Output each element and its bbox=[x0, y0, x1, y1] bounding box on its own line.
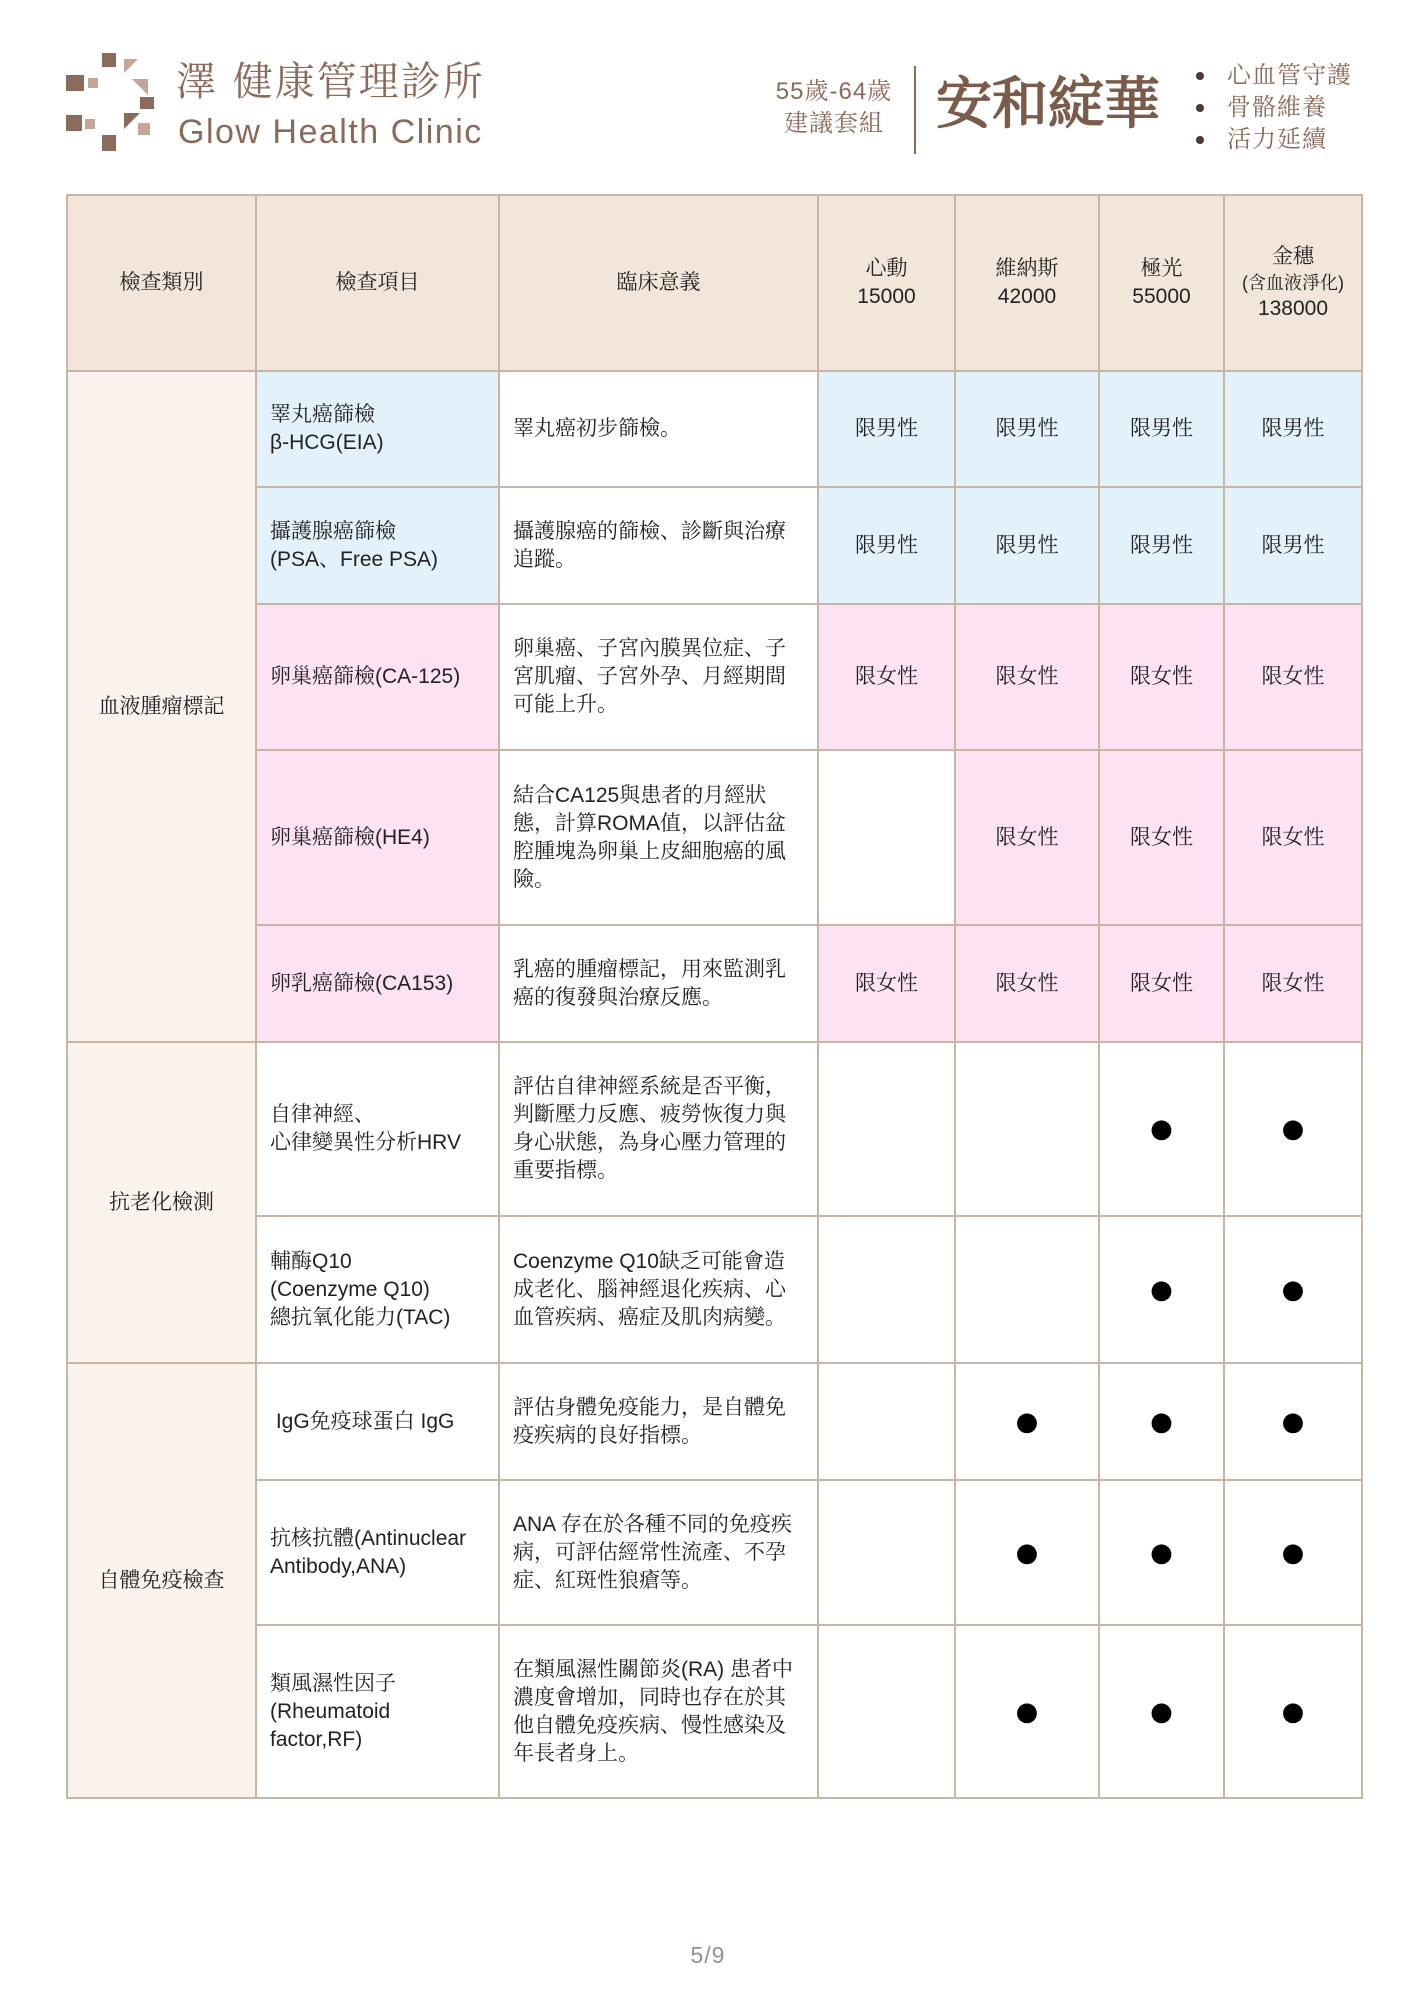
item-cell: 自律神經、 心律變異性分析HRV bbox=[256, 1042, 499, 1216]
header-category: 檢查類別 bbox=[67, 195, 256, 371]
item-cell: 攝護腺癌篩檢 (PSA、Free PSA) bbox=[256, 487, 499, 604]
item-cell: 卵乳癌篩檢(CA153) bbox=[256, 925, 499, 1042]
plan-cell: 限女性 bbox=[1099, 925, 1224, 1042]
category-cell: 自體免疫檢查 bbox=[67, 1363, 256, 1798]
table-row bbox=[67, 1042, 1362, 1216]
plan-cell: ● bbox=[1099, 1216, 1224, 1363]
plan-cell: 限女性 bbox=[955, 604, 1099, 750]
highlight-text: 骨骼維養 bbox=[1227, 94, 1327, 121]
plan-cell: 限女性 bbox=[1224, 925, 1362, 1042]
plan-cell: 限男性 bbox=[818, 371, 955, 487]
plan-cell: 限男性 bbox=[1224, 371, 1362, 487]
meaning-cell: 評估身體免疫能力，是自體免 疫疾病的良好指標。 bbox=[499, 1363, 818, 1480]
plan-cell bbox=[955, 1216, 1099, 1363]
plan-note: (含血液淨化) bbox=[1242, 273, 1344, 293]
plan-name: 金穗 bbox=[1272, 245, 1314, 268]
table-row bbox=[67, 487, 1362, 604]
plan-cell: 限女性 bbox=[818, 925, 955, 1042]
table-row bbox=[67, 1480, 1362, 1625]
plan-cell: 限男性 bbox=[955, 371, 1099, 487]
table-row bbox=[67, 1216, 1362, 1363]
plan-name: 心動 bbox=[865, 257, 908, 280]
table-row bbox=[67, 1363, 1362, 1480]
plan-cell: ● bbox=[955, 1480, 1099, 1625]
plan-cell: ● bbox=[1224, 1625, 1362, 1798]
plan-cell: 限男性 bbox=[1099, 487, 1224, 604]
item-cell: IgG免疫球蛋白 IgG bbox=[256, 1363, 499, 1480]
meaning-cell: Coenzyme Q10缺乏可能會造 成老化、腦神經退化疾病、心 血管疾病、癌症及肌肉病變。 bbox=[499, 1216, 818, 1363]
header-item: 檢查項目 bbox=[256, 195, 499, 371]
plan-cell bbox=[818, 1216, 955, 1363]
item-cell: 卵巢癌篩檢(HE4) bbox=[256, 750, 499, 925]
table-row bbox=[67, 604, 1362, 750]
bullet-icon bbox=[1196, 104, 1204, 112]
plan-cell: 限男性 bbox=[1224, 487, 1362, 604]
divider bbox=[914, 66, 916, 154]
meaning-cell: 結合CA125與患者的月經狀 態，計算ROMA值，以評估盆 腔腫塊為卵巢上皮細胞癌的風 險。 bbox=[499, 750, 818, 925]
plan-price: 42000 bbox=[997, 285, 1057, 308]
plan-cell: ● bbox=[1224, 1480, 1362, 1625]
plan-name: 極光 bbox=[1140, 257, 1183, 280]
plan-cell bbox=[818, 750, 955, 925]
page-number: 5/9 bbox=[690, 1942, 726, 1968]
package-label: 建議套組 bbox=[784, 110, 884, 137]
plan-cell: ● bbox=[1224, 1363, 1362, 1480]
header-plan bbox=[955, 195, 1099, 371]
meaning-cell: ANA 存在於各種不同的免疫疾 病，可評估經常性流產、不孕 症、紅斑性狼瘡等。 bbox=[499, 1480, 818, 1625]
plan-cell: ● bbox=[955, 1625, 1099, 1798]
meaning-cell: 乳癌的腫瘤標記，用來監測乳 癌的復發與治療反應。 bbox=[499, 925, 818, 1042]
table-row bbox=[67, 1625, 1362, 1798]
plan-cell: 限女性 bbox=[818, 604, 955, 750]
plan-cell: 限女性 bbox=[1224, 750, 1362, 925]
plan-price: 55000 bbox=[1132, 285, 1191, 308]
meaning-cell: 睪丸癌初步篩檢。 bbox=[499, 371, 818, 487]
plan-cell bbox=[818, 1042, 955, 1216]
plan-cell: ● bbox=[1099, 1480, 1224, 1625]
header-plan bbox=[1224, 195, 1362, 371]
plan-cell: ● bbox=[1224, 1216, 1362, 1363]
plan-cell: 限女性 bbox=[1099, 750, 1224, 925]
plan-cell bbox=[818, 1363, 955, 1480]
item-cell: 類風濕性因子 (Rheumatoid factor,RF) bbox=[256, 1625, 499, 1798]
highlight-text: 活力延續 bbox=[1227, 126, 1327, 153]
meaning-cell: 攝護腺癌的篩檢、診斷與治療 追蹤。 bbox=[499, 487, 818, 604]
clinic-name-en: Glow Health Clinic bbox=[178, 113, 483, 151]
plan-price: 15000 bbox=[857, 285, 916, 308]
plan-cell: 限男性 bbox=[818, 487, 955, 604]
item-cell: 卵巢癌篩檢(CA-125) bbox=[256, 604, 499, 750]
plan-cell bbox=[818, 1625, 955, 1798]
plan-cell: 限男性 bbox=[955, 487, 1099, 604]
age-block bbox=[770, 76, 898, 140]
plan-cell: 限女性 bbox=[1224, 604, 1362, 750]
age-range: 55歲-64歲 bbox=[775, 78, 893, 105]
item-cell: 抗核抗體(Antinuclear Antibody,ANA) bbox=[256, 1480, 499, 1625]
meaning-cell: 在類風濕性關節炎(RA) 患者中 濃度會增加，同時也存在於其 他自體免疫疾病、慢性感染及 年長者身上。 bbox=[499, 1625, 818, 1798]
plan-cell: 限女性 bbox=[1099, 604, 1224, 750]
cross-logo-icon bbox=[66, 53, 160, 153]
plan-cell: ● bbox=[1224, 1042, 1362, 1216]
plan-cell: 限女性 bbox=[955, 925, 1099, 1042]
table-row bbox=[67, 371, 1362, 487]
package-name: 安和綻華 bbox=[936, 72, 1160, 135]
plan-name: 維納斯 bbox=[995, 257, 1059, 280]
plan-cell: ● bbox=[1099, 1625, 1224, 1798]
checkup-table bbox=[66, 194, 1363, 1799]
plan-price: 138000 bbox=[1257, 297, 1329, 320]
header-meaning: 臨床意義 bbox=[499, 195, 818, 371]
table-row bbox=[67, 750, 1362, 925]
category-cell: 血液腫瘤標記 bbox=[67, 371, 256, 1042]
item-cell: 睪丸癌篩檢 β-HCG(EIA) bbox=[256, 371, 499, 487]
header-plan bbox=[1099, 195, 1224, 371]
clinic-name-zh: 澤 健康管理診所 bbox=[176, 59, 485, 105]
meaning-cell: 卵巢癌、子宮內膜異位症、子 宮肌瘤、子宮外孕、月經期間 可能上升。 bbox=[499, 604, 818, 750]
plan-cell bbox=[955, 1042, 1099, 1216]
table-row bbox=[67, 925, 1362, 1042]
highlight-text: 心血管守護 bbox=[1227, 62, 1352, 89]
bullet-icon bbox=[1196, 72, 1204, 80]
plan-cell: ● bbox=[1099, 1042, 1224, 1216]
plan-cell: ● bbox=[955, 1363, 1099, 1480]
plan-cell: 限女性 bbox=[955, 750, 1099, 925]
header-plan bbox=[818, 195, 955, 371]
table-header-row bbox=[67, 195, 1362, 371]
plan-cell: ● bbox=[1099, 1363, 1224, 1480]
bullet-icon bbox=[1196, 136, 1204, 144]
plan-cell bbox=[818, 1480, 955, 1625]
plan-cell: 限男性 bbox=[1099, 371, 1224, 487]
meaning-cell: 評估自律神經系統是否平衡， 判斷壓力反應、疲勞恢復力與 身心狀態，為身心壓力管理的 重要指標。 bbox=[499, 1042, 818, 1216]
item-cell: 輔酶Q10 (Coenzyme Q10) 總抗氧化能力(TAC) bbox=[256, 1216, 499, 1363]
category-cell: 抗老化檢測 bbox=[67, 1042, 256, 1363]
